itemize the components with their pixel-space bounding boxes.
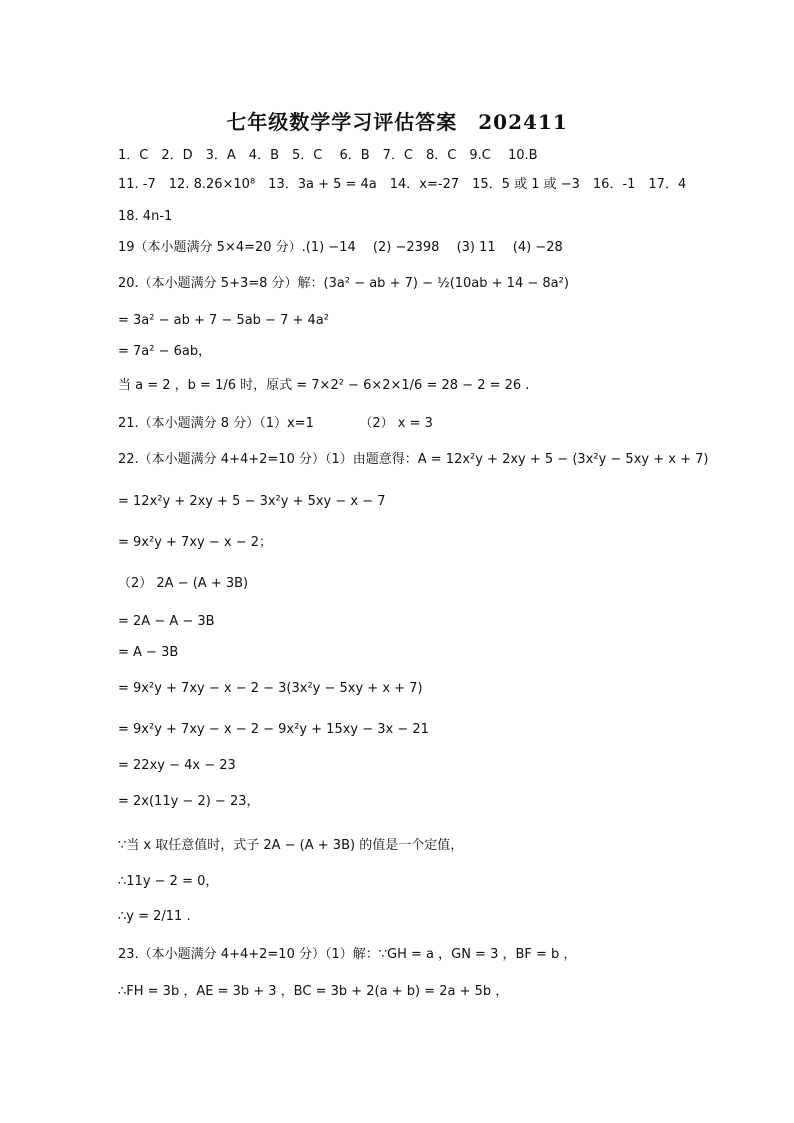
answer-line-9: 21.（本小题满分 8 分）（1）x=1 （2） x = 3	[118, 416, 433, 431]
answer-line-21: ∴11y − 2 = 0，	[118, 874, 219, 889]
answer-line-8: 当 a = 2 ，b = 1/6 时，原式 = 7×2² − 6×2×1/6 = 28 − 2 = 26 .	[118, 378, 530, 393]
answer-line-1: 1．C 2．D 3．A 4．B 5．C 6．B 7．C 8．C 9.C 10.B	[118, 148, 538, 163]
answer-line-7: = 7a² − 6ab，	[118, 344, 212, 359]
answer-line-6: = 3a² − ab + 7 − 5ab − 7 + 4a²	[118, 313, 329, 328]
answer-line-4: 19（本小题满分 5×4=20 分）.(1) −14 (2) −2398 (3) 11 (4) −28	[118, 240, 563, 255]
answer-line-23: 23.（本小题满分 4+4+2=10 分）（1）解：∵GH = a ，GN = 3 ，BF = b ，	[118, 947, 577, 962]
answer-line-19: = 2x(11y − 2) − 23，	[118, 794, 260, 809]
answer-line-13: （2） 2A − (A + 3B)	[118, 576, 249, 591]
answer-line-24: ∴FH = 3b ，AE = 3b + 3 ，BC = 3b + 2(a + b) = 2a + 5b ，	[118, 984, 509, 999]
answer-line-3: 18. 4n-1	[118, 209, 173, 224]
answer-line-11: = 12x²y + 2xy + 5 − 3x²y + 5xy − x − 7	[118, 494, 386, 509]
answer-line-12: = 9x²y + 7xy − x − 2；	[118, 535, 272, 550]
answer-line-10: 22.（本小题满分 4+4+2=10 分）（1）由题意得：A = 12x²y + 2xy + 5 − (3x²y − 5xy + x + 7)	[118, 452, 709, 467]
answer-line-22: ∴y = 2/11 .	[118, 909, 191, 924]
answer-line-17: = 9x²y + 7xy − x − 2 − 9x²y + 15xy − 3x − 21	[118, 722, 429, 737]
answer-line-5: 20.（本小题满分 5+3=8 分）解：(3a² − ab + 7) − ½(10ab + 14 − 8a²)	[118, 276, 569, 291]
answer-line-16: = 9x²y + 7xy − x − 2 − 3(3x²y − 5xy + x + 7)	[118, 681, 423, 696]
answer-line-2: 11. -7 12. 8.26×10⁸ 13．3a + 5 = 4a 14．x=-27 15．5 或 1 或 −3 16．-1 17．4	[118, 177, 687, 192]
answer-line-14: = 2A − A − 3B	[118, 614, 215, 629]
page-title: 七年级数学学习评估答案 202411	[226, 110, 568, 134]
answer-line-18: = 22xy − 4x − 23	[118, 758, 236, 773]
answer-line-20: ∵当 x 取任意值时，式子 2A − (A + 3B) 的值是一个定值，	[118, 838, 464, 853]
answer-line-15: = A − 3B	[118, 645, 179, 660]
